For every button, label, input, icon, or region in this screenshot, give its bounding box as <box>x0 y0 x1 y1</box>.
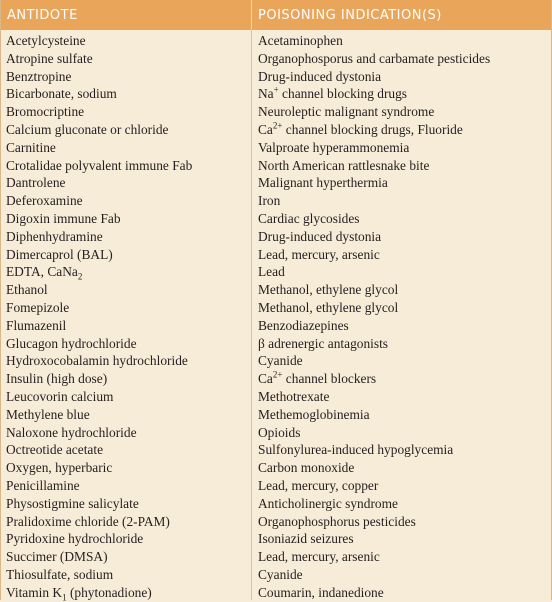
antidote-cell: Thiosulfate, sodium <box>6 566 114 582</box>
antidote-cell: Atropine sulfate <box>6 50 93 66</box>
antidote-cell: Ethanol <box>6 282 48 298</box>
antidote-cell: Bicarbonate, sodium <box>6 86 117 102</box>
header-poisoning-indication: POISONING INDICATION(S) <box>258 7 442 23</box>
indication-cell <box>252 370 551 388</box>
antidote-cell: Fomepizole <box>6 299 70 315</box>
antidote-cell: Dantrolene <box>6 175 66 191</box>
indication-cell: β adrenergic antagonists <box>258 335 389 351</box>
subscript: 1 <box>62 592 67 602</box>
antidote-cell: Calcium gluconate or chloride <box>6 121 169 137</box>
indication-cell: Lead <box>258 264 285 280</box>
superscript: + <box>273 84 279 95</box>
indication-text: Ca <box>258 121 273 137</box>
indication-cell: Lead, mercury, copper <box>258 477 379 493</box>
indication-cell: Isoniazid seizures <box>258 531 354 547</box>
antidote-cell: Glucagon hydrochloride <box>6 335 137 351</box>
indication-cell <box>252 121 551 139</box>
indication-cell: Methanol, ethylene glycol <box>258 299 399 315</box>
indication-cell: Methanol, ethylene glycol <box>258 282 399 298</box>
indication-cell: Drug-induced dystonia <box>258 68 382 84</box>
indication-cell: Coumarin, indanedione <box>258 584 384 600</box>
indication-text: channel blockers <box>282 371 377 387</box>
indication-cell: Malignant hyperthermia <box>258 175 388 191</box>
indication-cell: Neuroleptic malignant syndrome <box>258 104 435 120</box>
indication-cell: Iron <box>258 193 281 209</box>
antidote-text: Vitamin K <box>6 584 63 600</box>
indication-cell: Valproate hyperammonemia <box>258 139 410 155</box>
antidote-cell: Leucovorin calcium <box>6 388 114 404</box>
indication-cell: Cardiac glycosides <box>258 210 360 226</box>
antidote-cell: Bromocriptine <box>6 104 85 120</box>
antidote-cell: Carnitine <box>6 139 56 155</box>
antidote-cell <box>1 584 251 602</box>
indication-cell: Opioids <box>258 424 301 440</box>
antidote-cell: Flumazenil <box>6 317 67 333</box>
indication-cell: Carbon monoxide <box>258 460 355 476</box>
antidote-cell: Oxygen, hyperbaric <box>6 460 113 476</box>
antidote-cell: Benztropine <box>6 68 72 84</box>
subscript: 2 <box>77 272 83 283</box>
indication-column <box>252 30 551 600</box>
antidote-column <box>1 30 252 600</box>
antidote-cell: Pyridoxine hydrochloride <box>6 531 144 547</box>
antidote-cell: Methylene blue <box>6 406 90 422</box>
indication-cell: Drug-induced dystonia <box>258 228 382 244</box>
indication-cell: North American rattlesnake bite <box>258 157 430 173</box>
antidote-text: (phytonadione) <box>66 584 152 600</box>
indication-text: Ca <box>258 371 273 387</box>
table-header <box>1 0 551 30</box>
indication-cell: Acetaminophen <box>258 33 343 48</box>
antidote-cell: Octreotide acetate <box>6 442 104 458</box>
indication-cell: Methemoglobinemia <box>258 406 370 422</box>
antidote-cell: Deferoxamine <box>6 193 83 209</box>
antidote-cell: Naloxone hydrochloride <box>6 424 137 440</box>
indication-cell: Benzodiazepines <box>258 317 349 333</box>
antidote-cell: Succimer (DMSA) <box>6 549 108 565</box>
superscript: 2+ <box>272 369 283 380</box>
antidote-cell <box>1 263 251 281</box>
indication-cell: Cyanide <box>258 566 303 582</box>
antidote-text: EDTA, CaNa <box>6 264 78 280</box>
indication-cell: Lead, mercury, arsenic <box>258 246 380 262</box>
antidote-cell: Dimercaprol (BAL) <box>6 246 113 262</box>
antidote-cell: Hydroxocobalamin hydrochloride <box>6 353 188 369</box>
indication-cell: Sulfonylurea-induced hypoglycemia <box>258 442 454 458</box>
antidote-cell: Physostigmine salicylate <box>6 495 139 511</box>
indication-text: Na <box>258 86 274 102</box>
header-antidote: ANTIDOTE <box>1 0 252 30</box>
antidote-cell: Crotalidae polyvalent immune Fab <box>6 157 193 173</box>
indication-text: channel blocking drugs, Fluoride <box>282 121 463 137</box>
antidote-cell: Digoxin immune Fab <box>6 210 121 226</box>
table-body <box>1 30 551 600</box>
superscript: 2+ <box>272 120 283 131</box>
antidote-cell: Acetylcysteine <box>6 33 86 48</box>
antidote-cell: Insulin (high dose) <box>6 371 108 387</box>
indication-cell: Anticholinergic syndrome <box>258 495 398 511</box>
indication-cell: Methotrexate <box>258 388 330 404</box>
indication-cell: Cyanide <box>258 353 303 369</box>
antidote-cell: Diphenhydramine <box>6 228 103 244</box>
antidote-cell: Pralidoxime chloride (2-PAM) <box>6 513 170 529</box>
indication-cell: Lead, mercury, arsenic <box>258 549 380 565</box>
indication-cell: Organophosporus and carbamate pesticides <box>258 50 491 66</box>
indication-cell: Organophosphorus pesticides <box>258 513 416 529</box>
indication-cell <box>252 85 551 103</box>
antidote-cell: Penicillamine <box>6 477 80 493</box>
indication-text: channel blocking drugs <box>278 86 407 102</box>
